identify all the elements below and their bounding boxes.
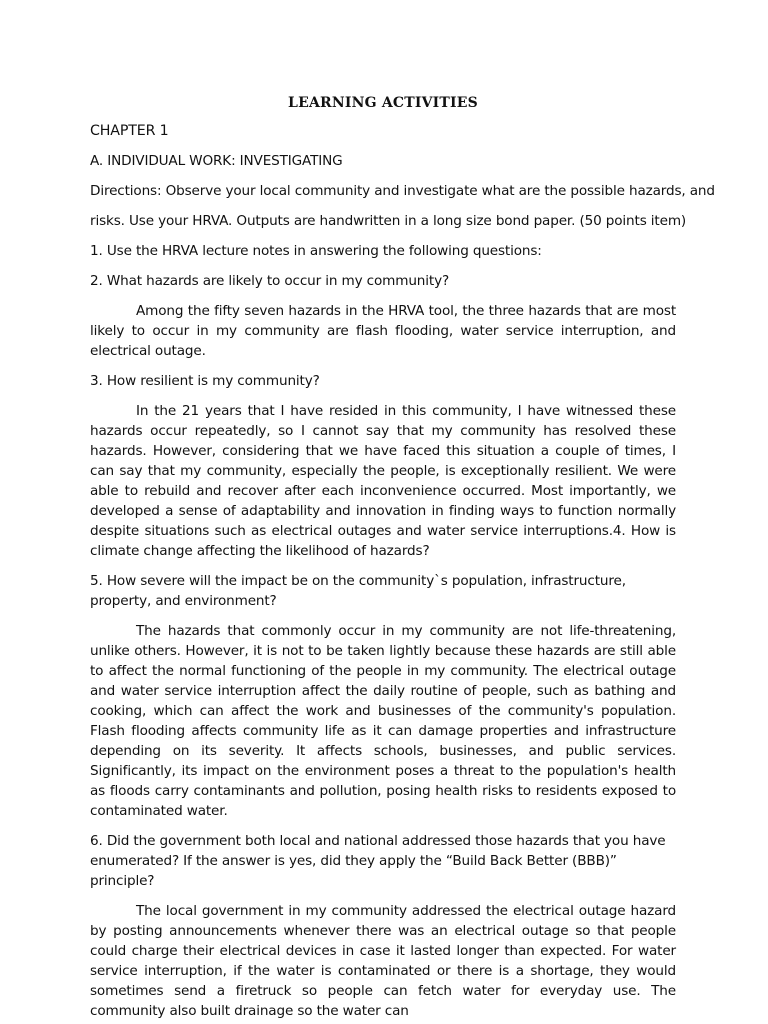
answer-6: The local government in my community addressed the electrical outage hazard by posting announcements whenever there was an electrical outage so that people could charge their electrical devices in case it lasted longer than expected. For water service interruption, if the water is contaminated or there is a shortage, they would sometimes send a firetruck so people can fetch water for everyday use. The community also built drainage so the water can [90,903,676,1019]
question-1: 1. Use the HRVA lecture notes in answering the following questions: [90,243,542,259]
question-2: 2. What hazards are likely to occur in my community? [90,273,450,289]
directions-line-2: risks. Use your HRVA. Outputs are handwritten in a long size bond paper. (50 points item) [90,213,687,229]
question-5: 5. How severe will the impact be on the community`s population, infrastructure, property, and environment? [90,573,626,609]
chapter-heading: CHAPTER 1 [90,123,169,139]
page-title: LEARNING ACTIVITIES [288,95,478,111]
section-heading: A. INDIVIDUAL WORK: INVESTIGATING [90,153,343,169]
answer-5: The hazards that commonly occur in my community are not life-threatening, unlike others. However, it is not to be taken lightly because these hazards are still able to affect the normal functioning of the people in my community. The electrical outage and water service interruption affect the daily routine of people, such as bathing and cooking, which can affect the work and businesses of the community's population. Flash flooding affects community life as it can damage properties and infrastructure depending on its severity. It affects schools, businesses, and public services. Significantly, its impact on the environment poses a threat to the population's health as floods carry contaminants and pollution, posing health risks to residents exposed to contaminated water. [90,623,676,819]
question-6: 6. Did the government both local and national addressed those hazards that you have enumerated? If the answer is yes, did they apply the “Build Back Better (BBB)” principle? [90,833,666,889]
question-3: 3. How resilient is my community? [90,373,320,389]
answer-2: Among the fifty seven hazards in the HRVA tool, the three hazards that are most likely to occur in my community are flash flooding, water service interruption, and electrical outage. [90,303,676,359]
document-content [90,93,715,1021]
answer-3: In the 21 years that I have resided in this community, I have witnessed these hazards occur repeatedly, so I cannot say that my community has resolved these hazards. However, considering that we have faced this situation a couple of times, I can say that my community, especially the people, is exceptionally resilient. We were able to rebuild and recover after each inconvenience occurred. Most importantly, we developed a sense of adaptability and innovation in finding ways to function normally despite situations such as electrical outages and water service interruptions.4. How is climate change affecting the likelihood of hazards? [90,403,676,559]
directions-line-1: Directions: Observe your local community and investigate what are the possible hazards, and [90,183,715,199]
